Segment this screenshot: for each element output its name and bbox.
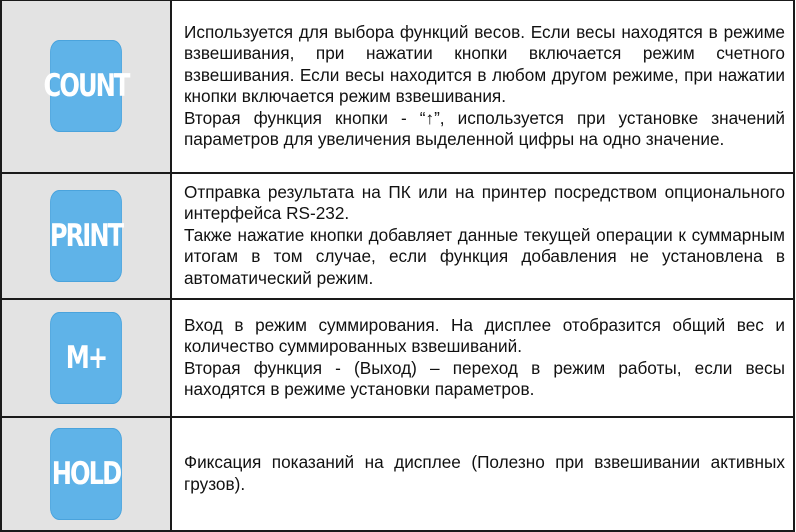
description-paragraph: Отправка результата на ПК или на принтер посредством опционального интерфейса RS-232. [184,181,785,224]
description-paragraph: Вход в режим суммирования. На дисплее отобразится общий вес и количество суммированных взвешиваний. [184,314,785,357]
hold-key-button: HOLD [50,428,122,520]
description-text: Вторая функция кнопки - “ [184,107,426,128]
description-text: ”, используется при установке значений параметров для увеличения выделенной цифры на одно значение. [184,107,785,150]
print-description [184,182,785,289]
description-cell [171,299,794,417]
m-plus-description [184,315,785,401]
description-paragraph: Вторая функция - (Выход) – переход в режим работы, если весы находятся в режиме установки параметров. [184,357,785,399]
print-key-button: PRINT [50,190,122,282]
m-plus-key-button: M+ [50,312,122,404]
description-cell [171,173,794,299]
hold-description [184,452,785,495]
count-description [184,22,785,150]
description-paragraph: Используется для выбора функций весов. Если весы находятся в режиме взвешивания, при нажатии кнопки включается режим счетного взвешивания. Если весы находится в любом другом режиме, при нажатии кнопки включается режим взвешивания. [184,22,785,107]
description-cell [171,1,794,173]
description-cell [171,417,794,531]
table-row-print [1,173,794,299]
table-row-count [1,1,794,173]
arrow-up-icon: ↑ [425,107,435,128]
key-cell [1,299,171,417]
description-paragraph: Также нажатие кнопки добавляет данные текущей операции к суммарным итогам в том случае, если функция добавления не установлена в автоматический режим. [184,224,785,288]
description-paragraph: Фиксация показаний на дисплее (Полезно при взвешивании активных грузов). [184,452,785,494]
table-row-hold [1,417,794,531]
key-cell [1,1,171,173]
key-cell [1,173,171,299]
description-paragraph [184,108,785,151]
count-key-button: COUNT [50,40,122,132]
table-row-m-plus [1,299,794,417]
key-cell [1,417,171,531]
